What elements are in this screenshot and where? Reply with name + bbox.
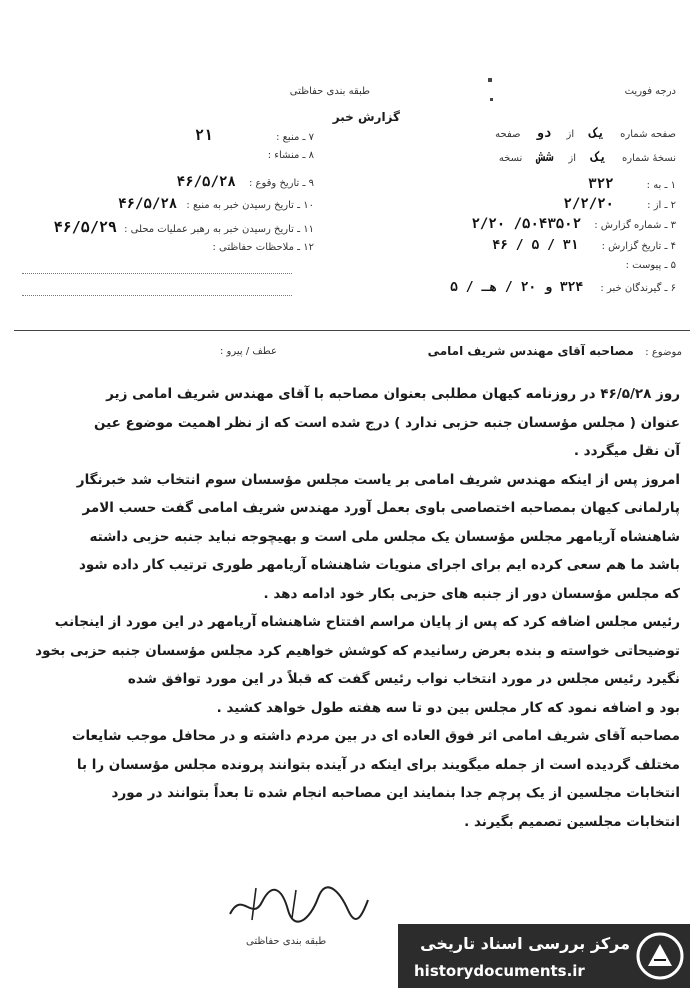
watermark-logo-icon — [636, 930, 684, 982]
body-line: توضیحاتی خواسته و بنده بعرض رسانیدم که کوشش خواهیم کرد مجلس مؤسسان جنبه حزبی بخود — [35, 642, 680, 659]
report-title: گزارش خبر — [332, 110, 400, 124]
occurrence-date-row: ۹ ـ تاریخ وقوع : ۴۶/۵/۲۸ — [176, 174, 314, 190]
classification-label-bottom: طبقه بندی حفاظتی — [246, 936, 327, 947]
body-line: روز ۴۶/۵/۲۸ در روزنامه کیهان مطلبی بعنوان مصاحبه با آقای مهندس شریف امامی زیر — [106, 386, 680, 402]
body-line: رئیس مجلس اضافه کرد که پس از پایان مراسم افتتاح شاهنشاه آریامهر در این مورد از اینجانب — [54, 614, 680, 630]
copy-number-row: نسخهٔ شماره یک از شش نسخه — [498, 150, 676, 165]
from-row: ۲ ـ از : ۲/۲/۲۰ — [563, 196, 676, 212]
classification-label-top: طبقه بندی حفاظتی — [289, 86, 370, 97]
body-line: آن نقل میگردد . — [573, 443, 680, 459]
security-notes-row: ۱۲ ـ ملاحظات حفاظتی : — [212, 242, 314, 253]
body-line: پارلمانی کیهان بمصاحبه اختصاصی باوی بعمل آورد مهندس شریف امامی گفت حسب الامر — [82, 500, 680, 516]
recipients-row: ۶ ـ گیرندگان خبر : ۳۲۴ و ۲۰ / هـ / ۵ — [450, 280, 676, 295]
page-number-row: صفحه شماره یک از دو صفحه — [495, 126, 676, 141]
notes-dotted-line — [22, 272, 292, 274]
source-received-date-row: ۱۰ ـ تاریخ رسیدن خبر به منبع : ۴۶/۵/۲۸ — [118, 196, 314, 212]
body-line: باشد ما هم سعی کرده ایم برای اجرای منویات شاهنشاه آریامهر طوری ترتیب کار داده شود — [78, 557, 680, 573]
body-line: که مجلس مؤسسان دور از جنبه های حزبی بکار خود ادامه دهد . — [263, 585, 680, 602]
mark-dot-2 — [490, 98, 493, 101]
source-row: ۷ ـ منبع : ۲۱ — [194, 126, 314, 144]
body-line: مختلف گردیده است از جمله میگویند برای اینکه در آینده بتوانند پرونده مجلس مؤسسان را با — [76, 756, 680, 773]
header-separator — [14, 330, 690, 331]
operations-received-date-row: ۱۱ ـ تاریخ رسیدن خبر به رهبر عملیات محلی : ۴۶/۵/۲۹ — [53, 218, 314, 236]
attachment-row: ۵ ـ پیوست : — [625, 260, 676, 271]
report-body — [20, 380, 680, 836]
notes-dotted-line-2 — [22, 294, 292, 296]
origin-row: ۸ ـ منشاء : — [267, 150, 314, 161]
report-date-row: ۴ ـ تاریخ گزارش : ۳۱ / ۵ / ۴۶ — [492, 238, 676, 253]
body-line: عنوان ( مجلس مؤسسان جنبه حزبی ندارد ) درج شده است که از نظر اهمیت موضوع عین — [94, 414, 680, 431]
watermark-site: historydocuments.ir — [414, 962, 585, 980]
watermark-title: مرکز بررسی اسناد تاریخی — [420, 934, 630, 953]
body-line: شاهنشاه آریامهر مجلس مؤسسان یک مجلس ملی است و بهیچوجه نباید جنبه حزبی داشته — [89, 528, 680, 545]
mark-dot — [488, 78, 492, 82]
body-line: انتخابات مجلسین تصمیم بگیرند . — [464, 813, 680, 830]
report-number-row: ۳ ـ شماره گزارش : ۵۰۴۳۵۰۲/ ۲/۲۰ — [471, 216, 676, 232]
body-line: بود و اضافه نمود که کار مجلس بین دو تا سه هفته طول خواهد کشید . — [216, 699, 680, 716]
body-line: انتخابات مجلسین از یک پرچم جدا بنمایند این مصاحبه انجام شده تا بعداً بتوانند در مورد — [111, 785, 680, 801]
reference-label: عطف / پیرو : — [220, 346, 277, 357]
body-line: امروز پس از اینکه مهندس شریف امامی بر یاست مجلس مؤسسان سوم انتخاب شد خبرنگار — [76, 471, 680, 488]
to-row: ۱ ـ به : ۳۲۲ — [588, 176, 676, 192]
body-line: نگیرد رئیس مجلس در مورد انتخاب نواب رئیس گفت که قبلاً در این مورد توافق شده — [127, 671, 680, 687]
urgency-label: درجه فوریت — [624, 86, 676, 97]
signature-scribble — [222, 880, 372, 930]
body-line: مصاحبه آقای شریف امامی اثر فوق العاده ای در بین مردم داشته و در محافل موجب شایعات — [71, 728, 680, 744]
subject-row: موضوع : مصاحبه آقای مهندس شریف امامی — [427, 344, 682, 358]
